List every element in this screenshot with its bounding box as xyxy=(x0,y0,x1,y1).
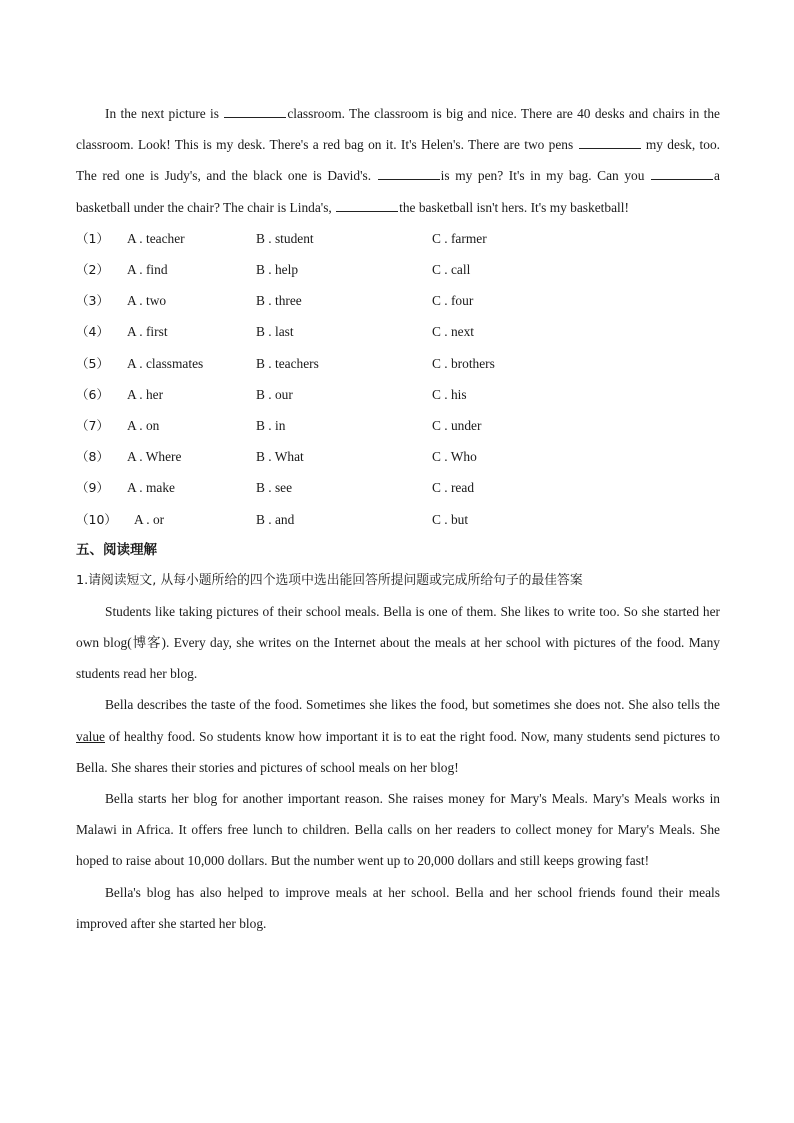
answer-blank-2 xyxy=(579,136,641,149)
option-row xyxy=(76,316,720,347)
option-a: A . find xyxy=(127,262,168,277)
question-number: （8） xyxy=(76,449,109,465)
option-c: C . four xyxy=(432,293,474,309)
option-row xyxy=(76,504,720,535)
question-number: （6） xyxy=(76,386,109,402)
option-b: B . in xyxy=(256,417,286,433)
option-row xyxy=(76,410,720,441)
option-b: B . our xyxy=(256,386,293,402)
cloze-text-3: my desk, too. The red one is Judy's, and the black one is David's. xyxy=(76,137,720,184)
option-b: B . What xyxy=(256,449,304,465)
option-row xyxy=(76,472,720,503)
option-b: B . last xyxy=(256,324,294,340)
option-c: C . next xyxy=(432,324,475,340)
paragraph-2-text-a: Bella describes the taste of the food. Sometimes she likes the food, but sometimes she does not. She also tells the xyxy=(105,697,720,713)
cloze-text-6: the basketball isn't hers. It's my basketball! xyxy=(399,199,629,215)
reading-paragraph-3: Bella starts her blog for another important reason. She raises money for Mary's Meals. Mary's Meals works in Malawi in Africa. It offers free lunch to children. Bella calls on her readers to collect money for Mary's Meals. She hoped to raise about 10,000 dollars. But the number went up to 20,000 dollars and still keeps growing fast! xyxy=(76,790,720,869)
option-list xyxy=(76,223,720,535)
option-a: A . or xyxy=(134,511,165,527)
option-c: C . read xyxy=(432,480,475,496)
option-a: A . make xyxy=(127,480,175,496)
worksheet-page xyxy=(76,98,720,939)
option-row xyxy=(76,348,720,379)
option-a: A . first xyxy=(127,324,168,340)
option-b: B . help xyxy=(256,262,299,277)
cloze-text-5: a basketball under the chair? The chair is Linda's, xyxy=(76,168,720,215)
option-c: C . call xyxy=(432,262,471,277)
option-b: B . and xyxy=(256,511,295,527)
answer-blank-3 xyxy=(378,167,440,180)
answer-blank-4 xyxy=(651,167,713,180)
reading-instruction: 1.请阅读短文, 从每小题所给的四个选项中选出能回答所提问题或完成所给句子的最佳答案 xyxy=(76,572,583,588)
cloze-text-1: In the next picture is xyxy=(105,106,219,121)
option-b: B . student xyxy=(256,230,314,246)
section-title: 五、阅读理解 xyxy=(76,541,157,558)
option-b: B . teachers xyxy=(256,355,319,371)
option-c: C . Who xyxy=(432,449,477,465)
option-c: C . but xyxy=(432,511,469,527)
question-number: （7） xyxy=(76,417,109,433)
question-number: （1） xyxy=(76,230,109,246)
cloze-text-2: classroom. The classroom is big and nice. There are 40 desks and chairs in the classroom. Look! This is my desk. There's a red bag on it. It's Helen's. There are two pens xyxy=(76,106,720,153)
reading-paragraph-1: Students like taking pictures of their school meals. Bella is one of them. She likes to write too. So she started her own blog(博客). Every day, she writes on the Internet about the meals at her school with pictures of the food. Many students read her blog. xyxy=(76,603,720,682)
cloze-passage xyxy=(76,98,720,223)
option-a: A . two xyxy=(127,293,167,309)
option-a: A . her xyxy=(127,386,164,402)
underlined-word: value xyxy=(76,728,105,744)
option-c: C . brothers xyxy=(432,355,495,371)
option-c: C . farmer xyxy=(432,230,487,246)
option-row xyxy=(76,285,720,316)
option-row xyxy=(76,441,720,472)
reading-paragraph-4: Bella's blog has also helped to improve meals at her school. Bella and her school friends found their meals improved after she started her blog. xyxy=(76,884,720,931)
option-a: A . classmates xyxy=(127,355,204,371)
answer-blank-5 xyxy=(336,199,398,212)
option-a: A . teacher xyxy=(127,230,185,246)
question-number: （4） xyxy=(76,324,109,340)
option-a: A . Where xyxy=(127,449,182,465)
paragraph-2-text-b: of healthy food. So students know how important it is to eat the right food. Now, many students send pictures to Bella. She shares their stories and pictures of school meals on her blog! xyxy=(76,728,720,775)
question-number: （2） xyxy=(76,262,109,277)
option-b: B . see xyxy=(256,480,293,496)
option-c: C . his xyxy=(432,386,467,402)
question-number: （9） xyxy=(76,480,109,496)
option-row xyxy=(76,223,720,254)
answer-blank-1 xyxy=(224,105,286,118)
cloze-text-4: is my pen? It's in my bag. Can you xyxy=(440,168,645,184)
reading-paragraph-2 xyxy=(76,689,720,783)
option-row xyxy=(76,254,720,285)
option-row xyxy=(76,379,720,410)
option-a: A . on xyxy=(127,417,160,433)
question-number: （3） xyxy=(76,293,109,309)
question-number: （5） xyxy=(76,355,109,371)
option-b: B . three xyxy=(256,293,302,309)
option-c: C . under xyxy=(432,417,482,433)
question-number: （10） xyxy=(76,511,117,527)
